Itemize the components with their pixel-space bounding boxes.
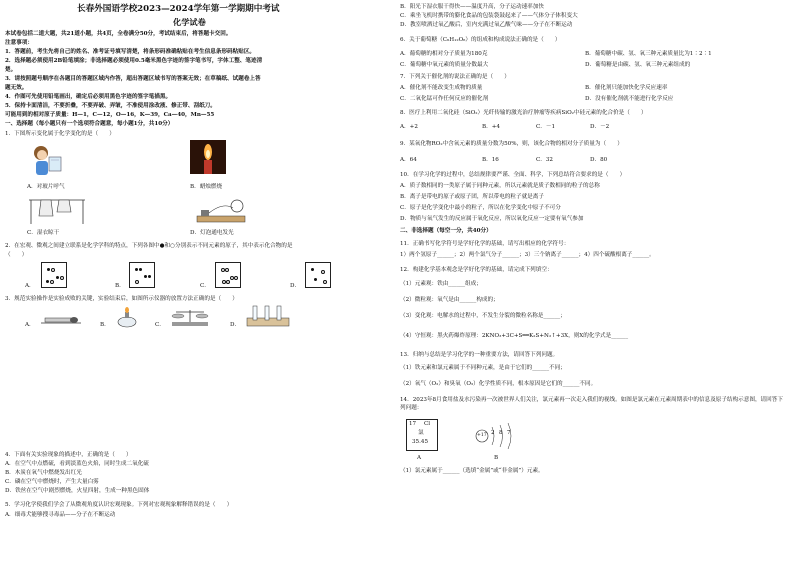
drying-clothes-image <box>27 196 87 226</box>
atomic-mass: 35.45 <box>412 439 429 445</box>
label-a: A <box>417 455 422 461</box>
q12-line-3: （3）变化观：电解水的过程中，不发生分裂的微粒名称是______； <box>400 313 566 319</box>
shell-1: 2 <box>491 430 495 436</box>
q2-option-d: D． <box>290 283 301 289</box>
q2-stem-end: （ ） <box>5 252 28 258</box>
q5-option-c: C．乘坐飞机时携带的膨化食品的包装袋鼓起来了——气体分子体积变大 <box>400 13 578 19</box>
q7-option-b: B．催化剂只能加快化学反应速率 <box>585 85 668 91</box>
q3-stem: 3．规范实验操作是实验成败的关键，实验结束后，如图所示仪器的放置方法正确的是（ ） <box>5 296 238 302</box>
q13-line-2: （2）氧气（O₂）和臭氧（O₃）化学性质不同，根本原因是它们的______不同。 <box>400 381 597 387</box>
q8-option-a: A．+2 <box>400 124 418 130</box>
q2-option-a: A． <box>25 283 35 289</box>
q1-option-d: D．灯泡通电发光 <box>190 230 234 236</box>
q2-option-c: C． <box>200 283 210 289</box>
q1-option-b: B．蜡烛燃烧 <box>190 184 223 190</box>
q14-stem: 14．2023年8月食用盐及水污染再一次被世界人们关注，氯元素再一次走入我们的视线。如图是氯元素在元素周期表中的信息及原子结构示意图，请回答下列问题： <box>400 397 783 411</box>
q8-option-c: C．－1 <box>536 124 556 130</box>
q6-option-b: B．葡萄糖中碳、氢、氧三种元素质量比为1∶2∶1 <box>585 51 712 57</box>
exam-subject: 化学试卷 <box>173 17 206 27</box>
section-2-heading: 二、非选择题（每空一分，共40分） <box>400 228 492 234</box>
q4-option-d: D．铁丝在空气中剧烈燃烧，火星四射，生成一种黑色固体 <box>5 488 150 494</box>
q10-option-b: B．离子是带电的原子或原子团，所以带电的粒子就是离子 <box>400 194 544 200</box>
test-tube-rack-image <box>245 302 291 328</box>
q1-option-a: A．对玻片呼气 <box>27 184 65 190</box>
alcohol-lamp-image <box>113 306 141 328</box>
q7-stem: 7．下列关于催化剂的说法正确的是（ ） <box>400 74 510 80</box>
q2-diagram-b <box>129 262 155 288</box>
q3-option-d: D． <box>230 322 241 328</box>
q4-stem: 4．下面有关实验现象的描述中，正确的是（ ） <box>5 452 132 458</box>
q6-option-c: C．葡萄糖中氧元素的质量分数最大 <box>400 62 489 68</box>
light-bulb-circuit-image <box>193 196 249 226</box>
q11-stem: 11．正确书写化学符号是学好化学的基础，请写出相应的化学符号： <box>400 241 570 247</box>
q9-option-b: B．16 <box>482 157 499 163</box>
notice-1: 1．答题前，考生先将自己的姓名、准考证号填写清楚，将条形码准确粘贴在考生信息条形码粘贴区。 <box>5 49 256 55</box>
q12-line-1: （1）元素观：铁由______组成； <box>400 281 482 287</box>
section-1-heading: 一、选择题（每小题只有一个选项符合题意，每小题1分，共10分） <box>5 121 174 127</box>
q6-option-d: D．葡萄糖是由碳、氢、氧三种元素组成的 <box>585 62 691 68</box>
intro-line: 本试卷包括二道大题，共21道小题，共4页，全卷满分50分，考试结束后，将答题卡交回。 <box>5 31 232 37</box>
dropper-on-table-image <box>39 308 83 328</box>
notice-2b: 楚。 <box>5 67 17 73</box>
atomic-mass-line: 可能用到的相对原子质量：H—1，C—12，O—16，K—39，Ca—40，Mn—55 <box>5 112 215 118</box>
q4-option-c: C．磷在空气中燃烧时，产生大量白雾 <box>5 479 99 485</box>
q10-option-c: C．原子是化学变化中最小的粒子，所以在化学变化中原子不可分 <box>400 205 561 211</box>
q8-option-b: B．+4 <box>482 124 500 130</box>
nucleus-charge: +17 <box>477 433 487 438</box>
q5-stem: 5．学习化学使我们学会了从微观角度认识宏观现象。下列对宏观现象解释错误的是（ ） <box>5 502 233 508</box>
q10-option-d: D．物质与氧气发生的反应属于氧化反应，所以氧化反应一定要有氧气参加 <box>400 216 584 222</box>
q5-option-d: D．教室喷洒过氧乙酸后，室内充满过氧乙酸气味——分子在不断运动 <box>400 22 573 28</box>
q13-stem: 13．归纳与总结是学习化学的一种重要方法，请回答下列问题。 <box>400 352 559 358</box>
shell-2: 8 <box>499 430 503 436</box>
q1-option-c: C．湿衣晾干 <box>27 230 60 236</box>
element-name: 氯 <box>418 430 424 436</box>
q7-option-a: A．催化剂不能改变生成物的质量 <box>400 85 483 91</box>
q14-line-1: （1）氯元素属于______（选填“金属”或“非金属”）元素。 <box>400 468 544 474</box>
element-cell <box>406 419 438 451</box>
label-b: B <box>494 455 499 461</box>
atomic-number: 17 <box>409 421 417 427</box>
q9-stem: 9．某氧化物RO₂中含氧元素的质量分数为50%，则，该化合物的相对分子质量为（ ） <box>400 141 623 147</box>
q2-diagram-d <box>305 262 331 288</box>
q6-option-a: A．葡萄糖的相对分子质量为180克 <box>400 51 488 57</box>
q4-option-a: A．在空气中点燃硫，看到淡蓝色火焰，同时生成二氧化硫 <box>5 461 149 467</box>
q9-option-c: C．32 <box>536 157 553 163</box>
notice-3: 3．请按照题号顺序在各题目的答题区域内作答，超出答题区域书写的答案无效；在草稿纸、试题卷上答 <box>5 76 261 82</box>
q1-stem: 1．下图所示变化属于化学变化的是（ ） <box>5 131 115 137</box>
q9-option-d: D．80 <box>590 157 608 163</box>
q3-option-c: C． <box>155 322 165 328</box>
q10-stem: 10．在学习化学的过程中，总结规律要严谨、全面、科学，下列总结符合要求的是（ ） <box>400 172 626 178</box>
q7-option-d: D．没有催化剂就不能进行化学反应 <box>585 96 674 102</box>
breathing-on-glass-image <box>27 143 67 181</box>
q8-stem: 8．医疗上利用二氧化硅（SiO₂）光纤传输的激光治疗肿瘤等疾病SiO₂中硅元素的化合价是（ ） <box>400 110 647 116</box>
q3-option-b: B． <box>100 322 110 328</box>
q3-option-a: A． <box>25 322 35 328</box>
balance-scale-image <box>168 304 212 328</box>
q13-line-1: （1）铁元素和氯元素属于不同种元素，是由于它们的______不同； <box>400 365 566 371</box>
q10-option-a: A．质子数相同的一类原子属于同种元素，所以元素就是质子数相同的粒子的总称 <box>400 183 600 189</box>
q2-diagram-a <box>41 262 67 288</box>
element-symbol: Cl <box>424 421 431 427</box>
burning-candle-image <box>190 140 226 174</box>
q7-option-c: C．二氧化锰可作任何反应的催化剂 <box>400 96 489 102</box>
q8-option-d: D．－2 <box>590 124 610 130</box>
exam-title: 长春外国语学校2023—2024学年第一学期期中考试 <box>77 4 280 14</box>
notice-4: 4．作图可先使用铅笔画出，确定后必须用黑色字迹的签字笔描黑。 <box>5 94 172 100</box>
shell-3: 7 <box>507 430 511 436</box>
q2-diagram-c <box>215 262 241 288</box>
q11-blanks: 1）两个氢原子______；2）两个氯气分子______；3）三个钠离子______；4）四个硫酸根离子______。 <box>400 252 655 258</box>
q2-option-b: B． <box>115 283 125 289</box>
notice-5: 5．保持卡面清洁，不要折叠，不要弄破、弄皱，不准使用涂改液、修正带、刮纸刀。 <box>5 103 216 109</box>
notice-heading: 注意事项： <box>5 40 33 46</box>
notice-3b: 题无效。 <box>5 85 28 91</box>
q12-line-4: （4）守恒观：黑火药爆炸原理：2KNO₃+3C+S══K₂S+N₂↑+3X，则X的化学式是______ <box>400 333 629 339</box>
q2-stem: 2．在宏观、微观之间建立联系是化学学科的特点，下列各图中●和○分别表示不同元素的原子，其中表示化合物的是 <box>5 243 293 249</box>
q12-stem: 12．构建化学基本观念是学好化学的基础，请完成下列填空： <box>400 267 553 273</box>
q5-option-b: B．阳光下湿衣服干得快——温度升高，分子运动速率加快 <box>400 4 544 10</box>
q12-line-2: （2）微粒观：氧气是由______构成的； <box>400 297 499 303</box>
q6-stem: 6．关于葡萄糖（C₆H₁₂O₆）的组成和构成说法正确的是（ ） <box>400 37 561 43</box>
q4-option-b: B．木炭在氧气中燃烧发出红光 <box>5 470 82 476</box>
q9-option-a: A．64 <box>400 157 417 163</box>
q5-option-a: A．细毒犬能够搜寻毒品——分子在不断运动 <box>5 512 116 518</box>
notice-2: 2．选择题必须使用2B铅笔填涂；非选择题必须使用0.5毫米黑色字迹的签字笔书写，字体工整、笔迹清 <box>5 58 263 64</box>
